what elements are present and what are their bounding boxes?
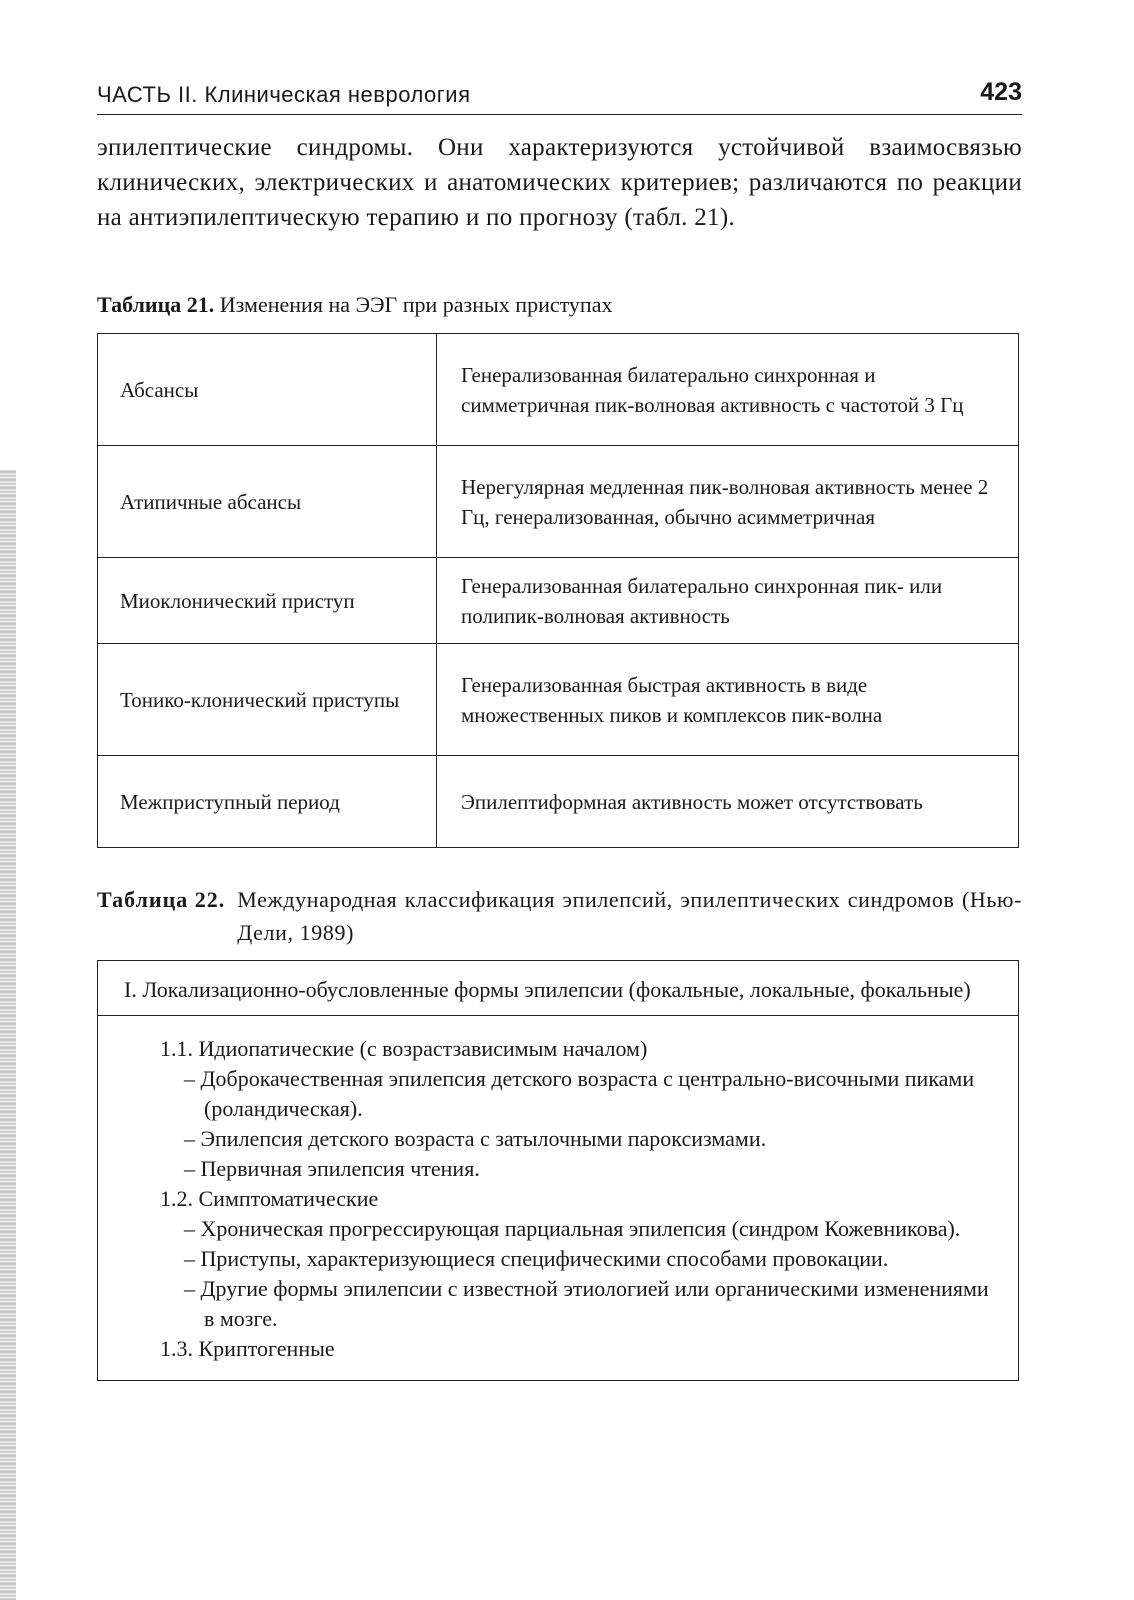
list-item: – Приступы, характеризующиеся специфическими способами провокации. (184, 1246, 889, 1271)
eeg-description-cell: Эпилептиформная активность может отсутствовать (437, 756, 1019, 848)
table22-caption (97, 883, 1022, 949)
seizure-type-cell: Миоклонический приступ (98, 558, 437, 644)
classification-header-cell (98, 961, 1018, 1016)
page-number: 423 (980, 78, 1022, 106)
seizure-type-cell: Атипичные абсансы (98, 446, 437, 558)
table-row (98, 446, 1019, 558)
table-row (98, 756, 1019, 848)
scan-edge-artifact (0, 470, 16, 1600)
running-head (97, 78, 1022, 115)
classification-body-cell (98, 1016, 1018, 1380)
subsection-title: 1.1. Идиопатические (с возрастзависимым началом) (160, 1036, 648, 1061)
eeg-description-cell: Генерализованная билатерально синхронная и симметричная пик-волновая активность с частотой 3 Гц (437, 334, 1019, 446)
eeg-description-cell: Нерегулярная медленная пик-волновая активность менее 2 Гц, генерализованная, обычно асимметричная (437, 446, 1019, 558)
intro-paragraph: эпилептические синдромы. Они характеризуются устойчивой взаимосвязью клинических, электрических и анатомических критериев; различаются по реакции на антиэпилептическую терапию и по прогнозу (табл. 21). (97, 134, 1022, 231)
list-item: – Первичная эпилепсия чтения. (184, 1156, 480, 1181)
list-item: – Эпилепсия детского возраста с затылочными пароксизмами. (184, 1126, 767, 1151)
table22-caption-label: Таблица 22. (97, 887, 226, 912)
eeg-changes-table (97, 333, 1019, 848)
table22-caption-text: Международная классификация эпилепсий, эпилептических синдромов (Нью-Дели, 1989) (237, 887, 1022, 945)
table-row (98, 334, 1019, 446)
subsection-title: 1.2. Симптоматические (160, 1186, 379, 1211)
table21-caption (97, 290, 1022, 320)
list-item: – Доброкачественная эпилепсия детского возраста с центрально-височными пиками (роландическая). (184, 1066, 975, 1121)
epilepsy-classification-table (97, 960, 1019, 1381)
classification-header-text: I. Локализационно-обусловленные формы эпилепсии (фокальные, локальные, фокальные) (124, 977, 971, 1002)
table-row (98, 558, 1019, 644)
table21-caption-text: Изменения на ЭЭГ при разных приступах (219, 292, 613, 317)
subsection-title: 1.3. Криптогенные (160, 1336, 335, 1361)
eeg-description-cell: Генерализованная билатерально синхронная пик- или полипик-волновая активность (437, 558, 1019, 644)
eeg-description-cell: Генерализованная быстрая активность в виде множественных пиков и комплексов пик-волна (437, 644, 1019, 756)
table21-caption-label: Таблица 21. (97, 292, 215, 317)
table-row (98, 644, 1019, 756)
list-item: – Хроническая прогрессирующая парциальная эпилепсия (синдром Кожевникова). (184, 1216, 961, 1241)
running-head-title: ЧАСТЬ II. Клиническая неврология (97, 82, 471, 107)
seizure-type-cell: Межприступный период (98, 756, 437, 848)
list-item: – Другие формы эпилепсии с известной этиологией или органическими изменениями в мозге. (184, 1276, 989, 1331)
seizure-type-cell: Абсансы (98, 334, 437, 446)
seizure-type-cell: Тонико-клонический приступы (98, 644, 437, 756)
